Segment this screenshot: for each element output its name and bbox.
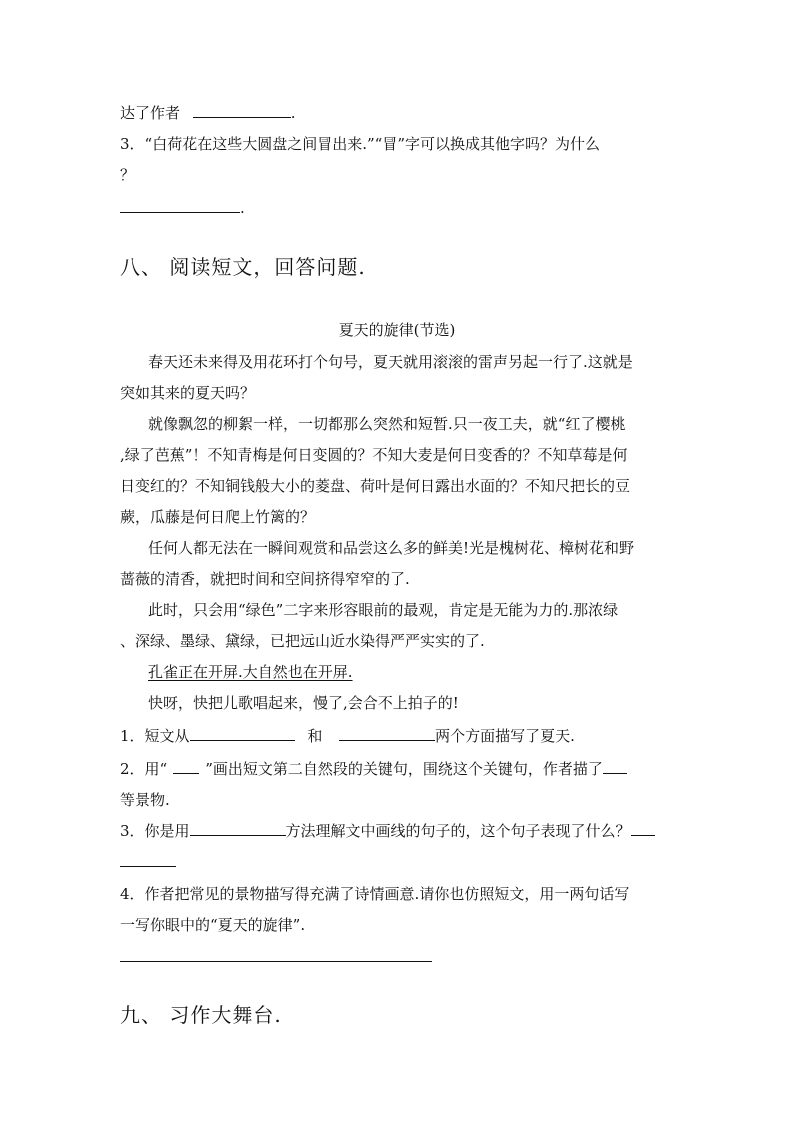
paragraph-3-line-1: 任何人都无法在一瞬间观赏和品尝这么多的鲜美!光是槐树花、樟树花和野 bbox=[148, 539, 635, 557]
answer-blank[interactable] bbox=[339, 726, 435, 741]
answer-blank[interactable] bbox=[190, 726, 295, 741]
answer-blank[interactable] bbox=[190, 821, 286, 836]
answer-blank[interactable] bbox=[120, 866, 176, 867]
answer-line[interactable] bbox=[120, 961, 432, 962]
paragraph-3-line-2: 蔷薇的清香，就把时间和空间挤得窄窄的了. bbox=[120, 570, 410, 588]
prev-q2-tail bbox=[120, 103, 296, 123]
question-3 bbox=[120, 821, 655, 841]
question-1-prefix: 1．短文从 bbox=[120, 727, 190, 745]
question-2 bbox=[120, 759, 627, 779]
paragraph-1-line-2: 突如其来的夏天吗？ bbox=[120, 384, 256, 402]
paragraph-1-line-1: 春天还未来得及用花环打个句号，夏天就用滚滚的雷声另起一行了.这就是 bbox=[148, 353, 633, 371]
section-8-heading: 八、 阅读短文，回答问题. bbox=[120, 255, 366, 279]
answer-blank[interactable] bbox=[120, 198, 240, 213]
paragraph-4-line-2: 、深绿、墨绿、黛绿，已把远山近水染得严严实实的了. bbox=[120, 632, 485, 650]
question-4-line-2: 一写你眼中的“夏天的旋律”. bbox=[120, 916, 306, 934]
prev-q3: 3．“白荷花在这些大圆盘之间冒出来.”“冒”字可以换成其他字吗？为什么 bbox=[120, 135, 600, 153]
question-3-suffix: 方法理解文中画线的句子的，这个句子表现了什么？ bbox=[285, 822, 631, 840]
question-1-and: 和 bbox=[307, 727, 323, 745]
question-1 bbox=[120, 726, 575, 746]
answer-blank[interactable] bbox=[631, 821, 655, 836]
prev-q2-text: 达了作者 bbox=[120, 104, 181, 122]
section-9-heading: 九、 习作大舞台. bbox=[120, 1003, 282, 1027]
paragraph-6: 快呀，快把儿歌唱起来，慢了,会合不上拍子的! bbox=[148, 694, 459, 712]
prev-q3-cont: ？ bbox=[120, 166, 136, 184]
prev-q3-answer bbox=[120, 198, 245, 218]
paragraph-2-line-2: ,绿了芭蕉”！不知青梅是何日变圆的？不知大麦是何日变香的？不知草莓是何 bbox=[120, 446, 628, 464]
question-2-cont: 等景物. bbox=[120, 791, 170, 809]
paragraph-2-line-1: 就像飘忽的柳絮一样，一切都那么突然和短暂.只一夜工夫，就“红了樱桃 bbox=[148, 415, 626, 433]
answer-blank[interactable] bbox=[173, 759, 199, 774]
paragraph-5-underlined: 孔雀正在开屏.大自然也在开屏. bbox=[148, 663, 353, 681]
question-3-prefix: 3．你是用 bbox=[120, 822, 190, 840]
question-2-suffix: ”画出短文第二自然段的关键句，围绕这个关键句，作者描了 bbox=[205, 760, 603, 778]
question-4-line-1: 4．作者把常见的景物描写得充满了诗情画意.请你也仿照短文，用一两句话写 bbox=[120, 885, 630, 903]
prev-q2-period: . bbox=[290, 104, 296, 122]
answer-blank[interactable] bbox=[193, 103, 291, 118]
answer-blank[interactable] bbox=[603, 759, 627, 774]
prev-q3-period: . bbox=[240, 199, 245, 217]
paragraph-4-line-1: 此时，只会用“绿色”二字来形容眼前的最观，肯定是无能为力的.那浓绿 bbox=[148, 601, 619, 619]
passage-title: 夏天的旋律(节选) bbox=[338, 321, 456, 339]
paragraph-2-line-3: 日变红的？不知铜钱般大小的菱盘、荷叶是何日露出水面的？不知尺把长的豆 bbox=[120, 477, 631, 495]
paragraph-2-line-4: 蕨，瓜藤是何日爬上竹篱的？ bbox=[120, 508, 316, 526]
question-1-suffix: 两个方面描写了夏天. bbox=[435, 727, 575, 745]
question-2-prefix: 2．用“ bbox=[120, 760, 168, 778]
